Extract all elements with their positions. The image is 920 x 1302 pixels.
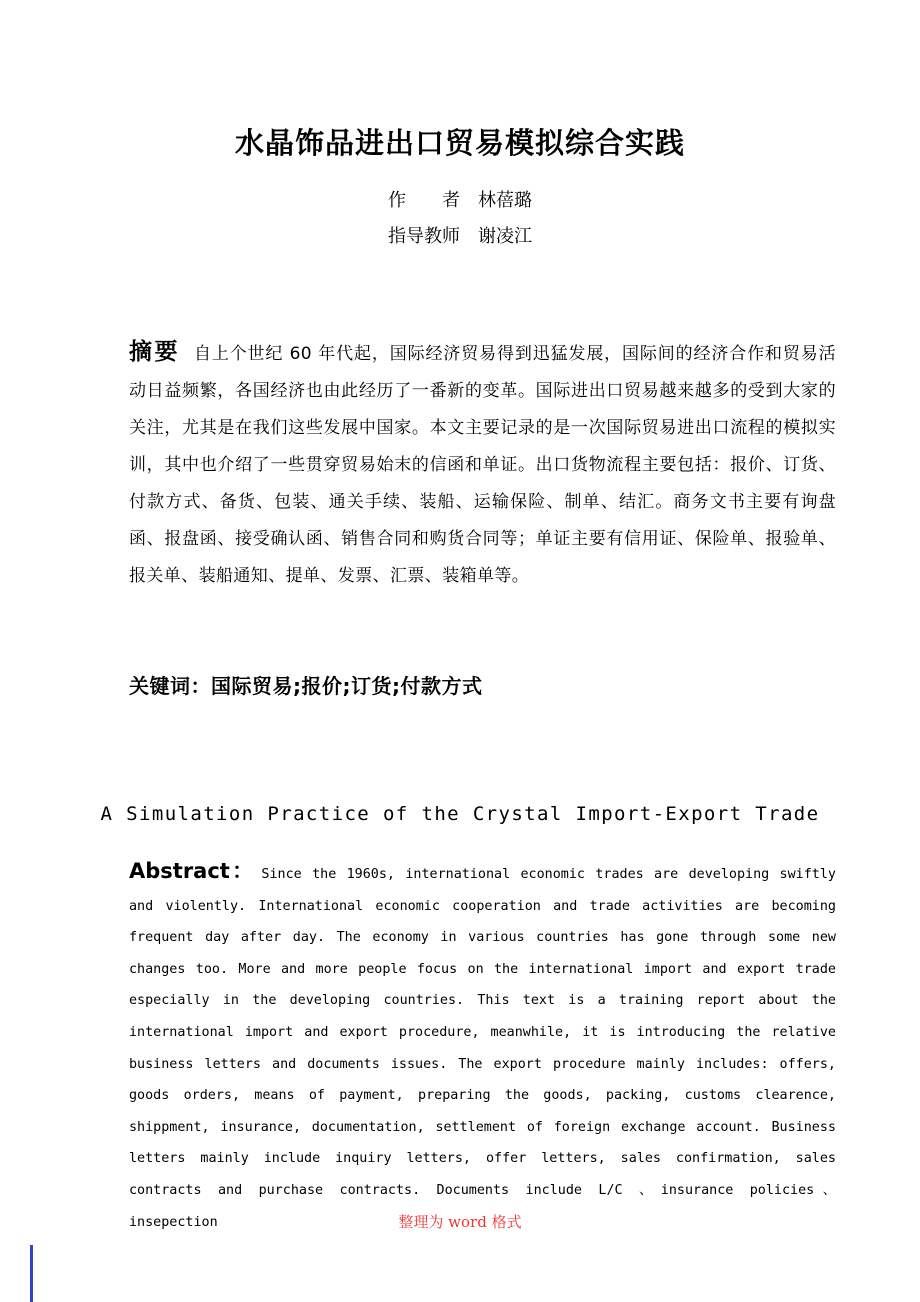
abstract-cn-paragraph [129,334,836,595]
keywords-text: 国际贸易;报价;订货;付款方式 [211,674,483,698]
document-title-cn: 水晶饰品进出口贸易模拟综合实践 [234,126,685,160]
page-edge-marker [30,1245,33,1302]
abstract-en-body: Since the 1960s, international economic trades are developing swiftly and violently. International economic cooperation and trade activities are becoming frequent day after day. The economy in various countries has gone through some new changes too. More and more people focus on the international import and export trade especially in the developing countries. This text is a training report about the international import and export procedure, meanwhile, it is introducing the relative business letters and documents issues. The export procedure mainly includes: offers, goods orders, means of payment, preparing the goods, packing, customs clearence, shippment, insurance, documentation, settlement of foreign exchange account. Business letters mainly include inquiry letters, offer letters, sales confirmation, sales contracts and purchase contracts. Documents include L/C 、insurance policies、insepection [129,867,836,1230]
keywords-label: 关键词： [129,674,211,698]
abstract-en-heading: Abstract： [129,859,256,883]
keywords-line [129,670,836,699]
abstract-cn-heading: 摘要 [129,339,180,365]
abstract-cn-body: 自上个世纪 60 年代起，国际经济贸易得到迅猛发展，国际间的经济合作和贸易活动日益频繁，各国经济也由此经历了一番新的变革。国际进出口贸易越来越多的受到大家的关注，尤其是在我们这些发展中国家。本文主要记录的是一次国际贸易进出口流程的模拟实训，其中也介绍了一些贯穿贸易始末的信函和单证。出口货物流程主要包括：报价、订货、付款方式、备货、包装、通关手续、装船、运输保险、制单、结汇。商务文书主要有询盘函、报盘函、接受确认函、销售合同和购货合同等；单证主要有信用证、保险单、报验单、报关单、装船通知、提单、发票、汇票、装箱单等。 [129,344,837,586]
author-line: 作 者 林蓓璐 [388,190,532,211]
advisor-line: 指导教师 谢凌江 [388,226,532,247]
watermark-footer: 整理为 word 格式 [398,1213,522,1231]
document-title-en: A Simulation Practice of the Crystal Import-Export Trade [100,803,820,825]
abstract-en-paragraph [129,856,836,1238]
